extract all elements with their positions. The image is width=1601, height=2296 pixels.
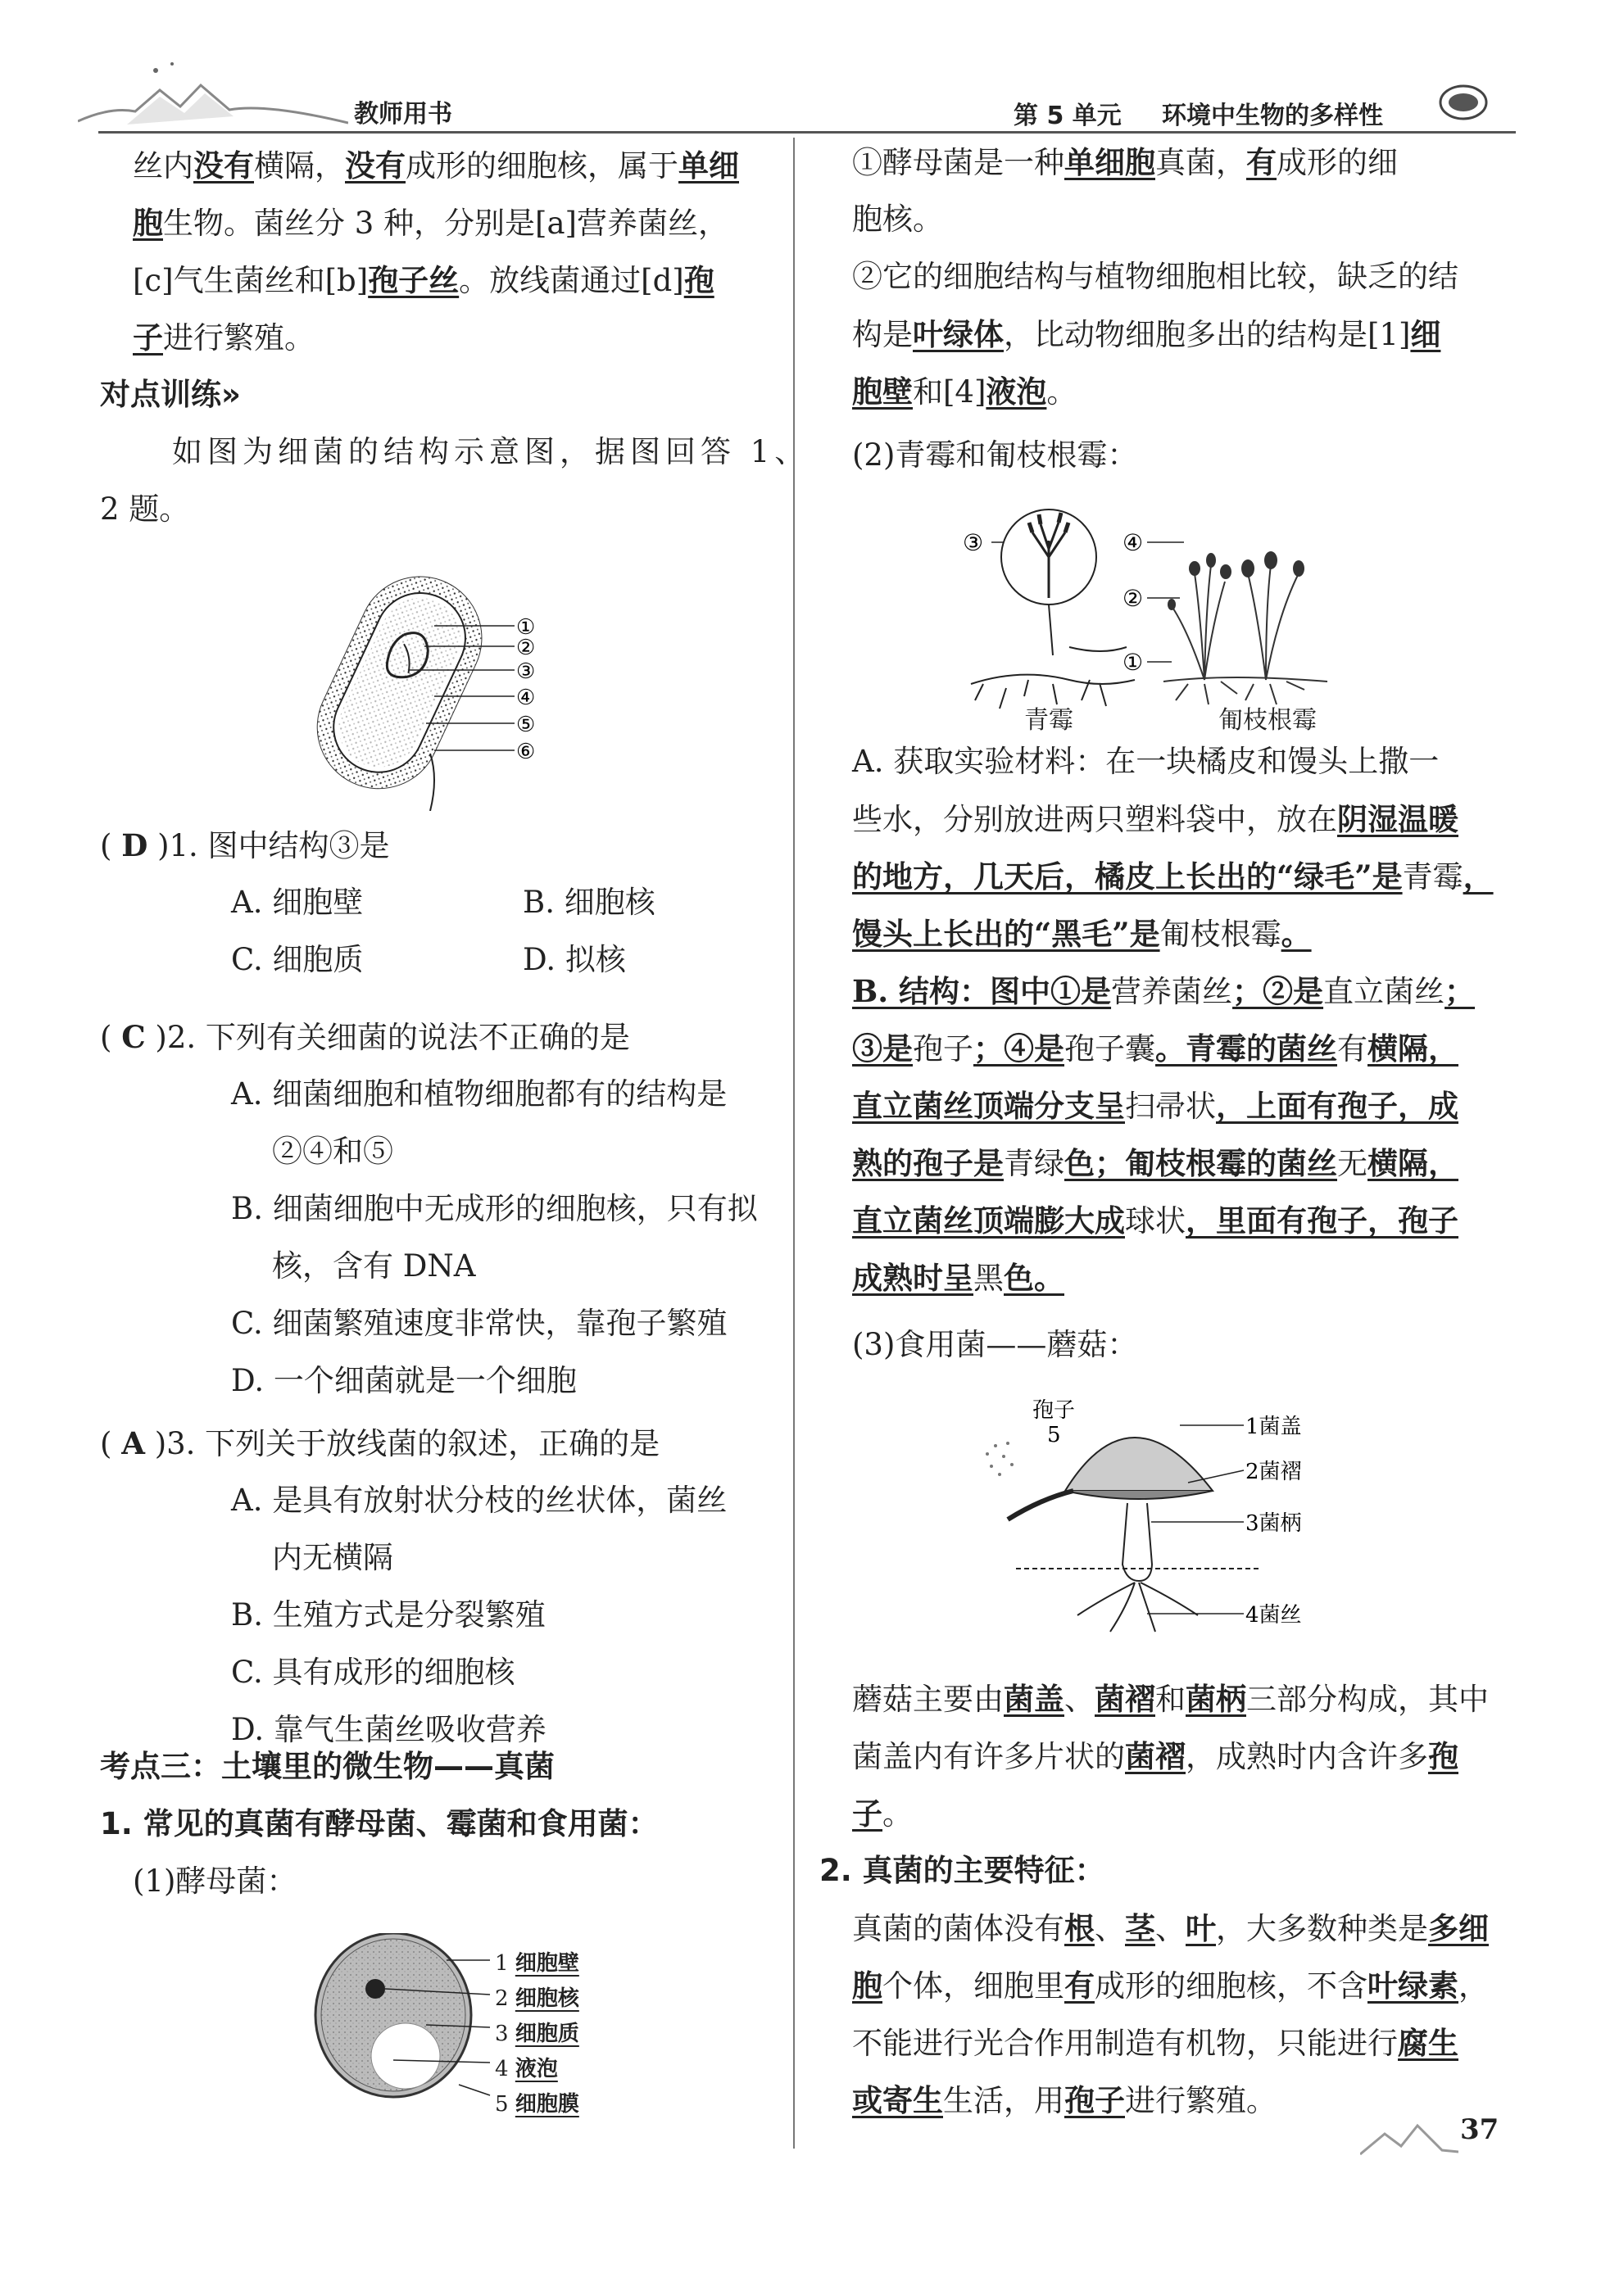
answer-blank: 菌褶 [1125,1738,1186,1774]
text-segment: ( [100,1020,122,1055]
intro-line [133,260,714,301]
training-title: 对点训练» [100,377,241,412]
bacteria-label: ④ [516,686,536,710]
yeast-text-line [852,257,1458,297]
mushroom-text-line [852,1737,1458,1777]
bacteria-label: ① [516,615,536,640]
question-option [231,940,364,980]
mold-caption-penicillium: 青霉 [1024,706,1073,735]
bacteria-label: ⑤ [516,713,536,737]
answer-blank: 孢子 [1064,2082,1125,2118]
text-segment: 。 [882,1796,913,1832]
yeast-label [495,1981,579,2012]
answer-blank: 子 [133,319,163,355]
header-rule [98,131,1516,134]
text-segment [147,828,157,863]
footer-mountain-decoration [1360,2117,1458,2158]
text-segment: 和 [1155,1682,1186,1717]
answer-blank: 没有 [193,147,254,183]
mold-text-line [852,857,1494,897]
mold-text-line [852,1029,1458,1069]
answer-blank: 色。 [1004,1260,1064,1296]
text-segment: 真菌的菌体没有 [852,1911,1064,1946]
text-segment: B. 细胞核 [523,885,655,920]
bacteria-label: ③ [516,659,536,684]
answer-blank: 色；匍枝根霉的菌丝 [1064,1145,1337,1181]
mold-label: ② [1123,585,1144,612]
answer-blank: ，上面有孢子，成 [1216,1088,1458,1124]
bacteria-label: ⑥ [516,740,536,764]
text-segment: 成形的细胞核，不含 [1095,1968,1367,2004]
question-stem [100,826,390,866]
text-segment: 球状 [1125,1203,1186,1239]
text-segment: 不能进行光合作用制造有机物，只能进行 [852,2026,1398,2061]
mold-text-line [852,742,1439,781]
question-option [231,1710,547,1750]
text-segment: ( [100,828,122,863]
text-segment: 蘑菇主要由 [852,1682,1004,1717]
answer-blank: ； [1445,973,1476,1009]
text-segment: 有 [1337,1031,1367,1066]
answer-blank: 菌柄 [1186,1681,1246,1717]
mushroom-text-line [852,1679,1489,1719]
mushroom-label: 孢子 [1032,1398,1076,1423]
yeast-text-line [852,372,1077,412]
mold-text-line [852,799,1458,840]
text-segment: D. 拟核 [523,942,626,977]
text-segment: 菌盖内有许多片状的 [852,1739,1125,1774]
question-option [231,1189,758,1229]
question-option [231,1075,727,1114]
header-unit: 第 5 单元 [1014,102,1122,130]
yeast-label-number: 4 [495,2057,515,2081]
answer-blank: 没有 [345,147,406,183]
answer-blank: 胞 [852,1968,882,2004]
question-option [231,1361,577,1401]
mold-label: ① [1123,649,1144,676]
text-segment: 成形的细胞核，属于 [406,148,678,183]
answer-blank: 菌盖 [1004,1681,1064,1717]
mold-text-line [852,1258,1064,1298]
answer-blank: 馒头上长出的“黑毛”是 [852,916,1160,952]
text-segment [145,1426,155,1461]
text-segment: 进行繁殖。 [1125,2083,1277,2118]
text-segment: 青绿 [1004,1146,1064,1181]
yeast-label [495,2017,579,2047]
mold-label: ④ [1123,529,1144,556]
yeast-label-name: 细胞质 [515,2022,579,2046]
fungi-text-line [852,1966,1489,2006]
section3-title: 考点三：土壤里的微生物——真菌 [100,1749,555,1784]
question-option [523,940,626,980]
answer-blank: 孢 [683,262,714,298]
mold-text-line [852,971,1475,1012]
text-segment: 无 [1337,1146,1367,1181]
intro-line [133,203,728,243]
text-segment: A. 获取实验材料：在一块橘皮和馒头上撒一 [852,744,1440,779]
mushroom-text-line [852,1794,913,1834]
text-segment: C. 细胞质 [231,942,364,977]
yeast-label-name: 细胞核 [515,1986,579,2011]
answer-blank: 细 [1410,316,1441,352]
yeast-title: (1)酵母菌： [133,1864,297,1899]
sub2-title: 2. 真菌的主要特征： [819,1853,1105,1888]
answer-blank: 子 [852,1796,882,1832]
text-segment: 些水，分别放进两只塑料袋中，放在 [852,802,1337,837]
training-intro-line2: 2 题。 [100,491,190,527]
answer-blank: 腐生 [1398,2025,1458,2061]
answer-blank: 叶绿体 [913,316,1004,352]
text-segment: )2. 下列有关细菌的说法不正确的是 [155,1020,630,1055]
text-segment: B. 生殖方式是分裂繁殖 [231,1597,546,1633]
header-mountain-decoration [78,57,348,131]
text-segment: 丝内 [133,148,193,183]
question-answer: C [121,1019,146,1055]
question-answer: D [121,827,148,863]
mushroom-title: (3)食用菌——蘑菇： [852,1327,1138,1362]
answer-blank: 胞 [133,205,163,241]
question-option [272,1247,476,1286]
answer-blank: 茎 [1125,1910,1155,1946]
text-segment: 胞核。 [852,202,943,237]
answer-blank: ；②是 [1232,973,1324,1009]
text-segment: ，大多数种类是 [1216,1911,1428,1946]
answer-blank: 有 [1064,1968,1095,2004]
yeast-label [495,2087,579,2117]
text-segment: [c]气生菌丝和[b] [133,263,369,298]
text-segment: C. 具有成形的细胞核 [231,1655,515,1690]
yeast-label-number: 1 [495,1951,515,1976]
mold-text-line [852,914,1312,954]
yeast-text-line [852,315,1440,355]
text-segment: ②它的细胞结构与植物细胞相比较，缺乏的结 [852,259,1458,294]
answer-blank: 单细 [678,147,739,183]
text-segment: 构是 [852,317,913,352]
answer-blank: 熟的孢子是 [852,1145,1004,1181]
mold-text-line [852,1086,1458,1126]
text-segment: 扫帚状 [1125,1089,1216,1124]
text-segment: A. 细菌细胞和植物细胞都有的结构是 [231,1076,728,1112]
mold-caption-rhizopus: 匍枝根霉 [1218,706,1317,735]
text-segment: 和[4] [913,374,986,410]
answer-blank: 。 [1281,916,1312,952]
text-segment: 三部分构成，其中 [1246,1682,1489,1717]
answer-blank: B. 结构：图中①是 [852,973,1112,1009]
text-segment: 营养菌丝 [1111,974,1233,1009]
yeast-label-name: 细胞膜 [515,2092,579,2117]
header-left-label: 教师用书 [354,100,452,129]
text-segment: ， [1458,1968,1489,2004]
yeast-label-number: 5 [495,2092,515,2117]
answer-blank: 成熟时呈 [852,1260,973,1296]
question-option [523,883,655,922]
yeast-label-number: 2 [495,1986,515,2011]
answer-blank: 单细胞 [1064,144,1155,180]
text-segment: A. 是具有放射状分枝的丝状体，菌丝 [231,1483,728,1518]
yeast-label [495,2052,558,2082]
text-segment: )1. 图中结构③是 [157,828,390,863]
mold-label: ③ [963,529,984,556]
text-segment: ，成熟时内含许多 [1186,1739,1428,1774]
text-segment: 、 [1155,1911,1186,1946]
answer-blank: 的地方，几天后，橘皮上长出的“绿毛”是 [852,858,1403,894]
training-intro-line1: 如图为细菌的结构示意图，据图回答 1、 [172,434,810,469]
text-segment: 黑 [973,1261,1004,1296]
answer-blank: 直立菌丝顶端分支呈 [852,1088,1125,1124]
answer-blank: 阴湿温暖 [1337,801,1458,837]
yeast-text-line [852,200,943,239]
answer-blank: 叶 [1186,1910,1216,1946]
text-segment: 生活，用 [943,2083,1064,2118]
text-segment: 个体，细胞里 [882,1968,1064,2004]
text-segment: 孢子囊 [1064,1031,1155,1066]
mushroom-label: 1菌盖 [1245,1415,1302,1439]
answer-blank: 胞壁 [852,374,913,410]
header-title: 环境中生物的多样性 [1162,102,1383,130]
text-segment: 青霉 [1402,859,1463,894]
answer-blank: ；④是 [973,1030,1064,1066]
text-segment: 孢子 [913,1031,973,1066]
yeast-text-line [852,143,1398,183]
fungi-text-line [852,2023,1458,2063]
mold-text-line [852,1143,1458,1184]
yeast-label-name: 细胞壁 [515,1951,579,1976]
page-number: 37 [1460,2113,1499,2146]
mushroom-label: 4菌丝 [1245,1603,1302,1628]
answer-blank: 有 [1246,144,1277,180]
mold-title: (2)青霉和匍枝根霉： [852,437,1138,473]
question-option [272,1132,393,1171]
question-option [272,1538,393,1578]
text-segment: 、 [1095,1911,1125,1946]
text-segment: 、 [1064,1682,1095,1717]
yeast-label-name: 液泡 [515,2057,558,2081]
question-option [231,1653,515,1692]
question-answer: A [121,1425,145,1461]
text-segment: 生物。菌丝分 3 种，分别是[a]营养菌丝， [163,206,728,241]
fungi-text-line [852,1909,1489,1949]
text-segment: C. 细菌繁殖速度非常快，靠孢子繁殖 [231,1306,728,1341]
answer-blank: 直立菌丝顶端膨大成 [852,1202,1125,1239]
answer-blank: 或寄生 [852,2082,943,2118]
answer-blank: 横隔， [1367,1030,1458,1066]
text-segment: 横隔， [254,148,345,183]
text-segment: 成形的细 [1277,145,1398,180]
text-segment: ，比动物细胞多出的结构是[1] [1004,317,1411,352]
text-segment: 核，含有 DNA [272,1248,476,1284]
text-segment: 。放线菌通过[d] [459,263,684,298]
intro-line [133,146,739,186]
answer-blank: 液泡 [986,374,1047,410]
answer-blank: 菌褶 [1095,1681,1155,1717]
text-segment: 。 [1046,374,1077,410]
answer-blank: 横隔， [1367,1145,1458,1181]
text-segment: 内无横隔 [272,1540,393,1575]
text-segment: D. 一个细菌就是一个细胞 [231,1363,577,1398]
text-segment [146,1020,156,1055]
mushroom-label: 5 [1047,1423,1061,1447]
question-stem [100,1017,630,1057]
text-segment: D. 靠气生菌丝吸收营养 [231,1712,547,1747]
question-option [231,1596,546,1635]
question-option [231,1304,728,1343]
text-segment: ②④和⑤ [272,1134,393,1169]
text-segment: B. 细菌细胞中无成形的细胞核，只有拟 [231,1191,758,1226]
yeast-label-number: 3 [495,2022,515,2046]
question-option [231,883,363,922]
text-segment: 匍枝根霉 [1159,917,1281,952]
answer-blank: 孢子丝 [368,262,460,298]
header-logo-icon [1438,82,1489,123]
intro-line [133,318,315,358]
mushroom-label: 3菌柄 [1245,1511,1302,1536]
double-chevron-icon: » [221,377,241,412]
answer-blank: 。青霉的菌丝 [1155,1030,1337,1066]
mushroom-diagram [983,1393,1327,1638]
answer-blank: 多细 [1428,1910,1489,1946]
answer-blank: 孢 [1428,1738,1458,1774]
mold-text-line [852,1201,1458,1241]
text-segment: 直立菌丝 [1323,974,1445,1009]
answer-blank: ，里面有孢子，孢子 [1186,1202,1458,1239]
sub1-title: 1. 常见的真菌有酵母菌、霉菌和食用菌： [100,1806,659,1841]
answer-blank: ③是 [852,1030,913,1066]
question-stem [100,1424,660,1464]
text-segment: )3. 下列关于放线菌的叙述，正确的是 [154,1426,660,1461]
yeast-label [495,1946,579,1977]
text-segment: 进行繁殖。 [163,320,315,355]
answer-blank: ， [1463,858,1494,894]
text-segment: ( [100,1426,122,1461]
answer-blank: 根 [1064,1910,1095,1946]
text-segment: 真菌， [1155,145,1246,180]
mushroom-label: 2菌褶 [1245,1460,1302,1484]
bacteria-structure-diagram [303,565,565,811]
text-segment: ①酵母菌是一种 [852,145,1064,180]
answer-blank: 叶绿素 [1367,1968,1458,2004]
bacteria-label: ② [516,636,536,660]
question-option [231,1481,727,1520]
fungi-text-line [852,2081,1277,2121]
text-segment: A. 细胞壁 [231,885,364,920]
